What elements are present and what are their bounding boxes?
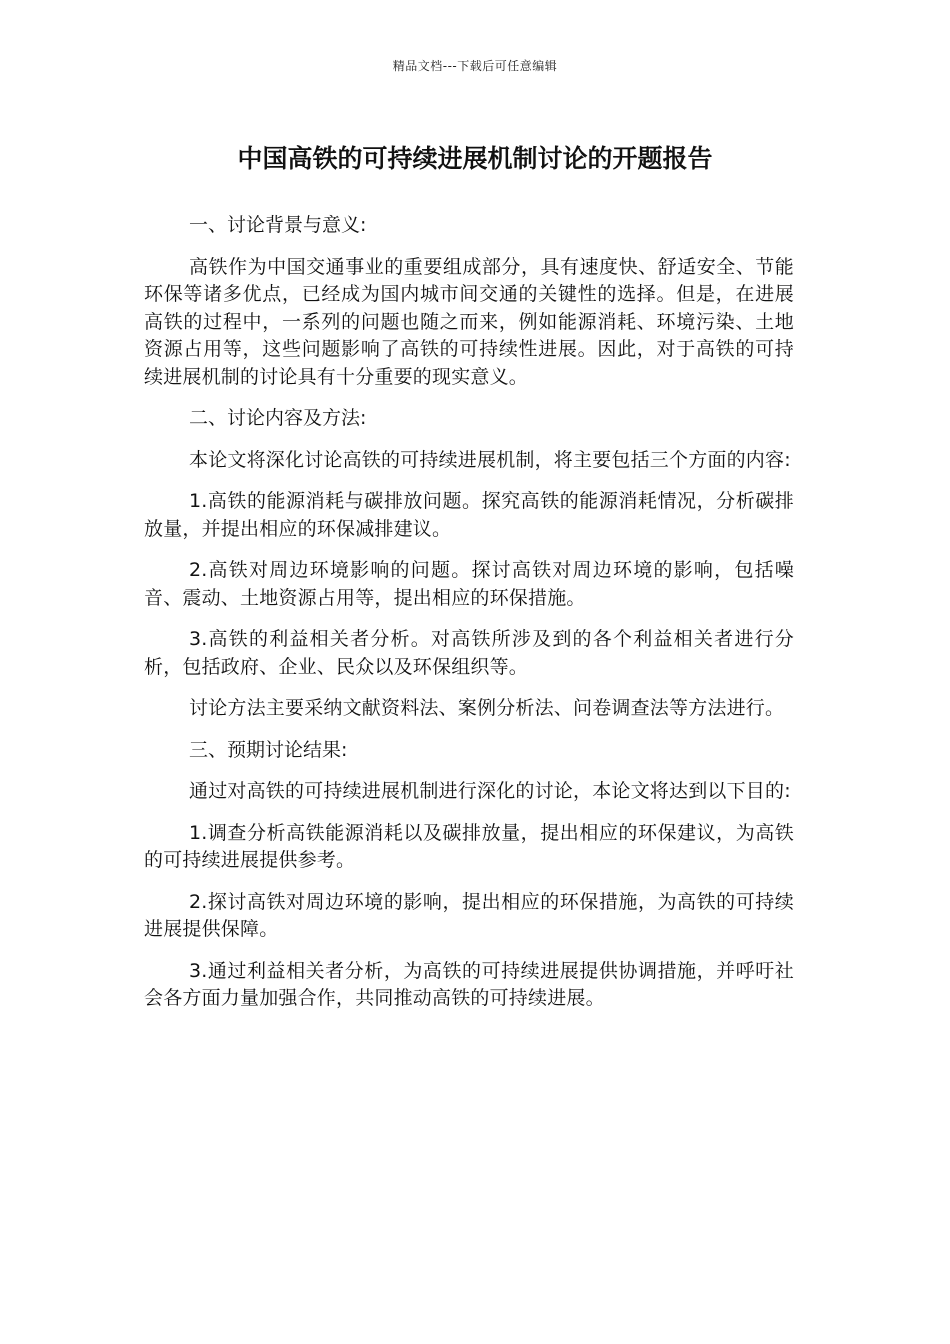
document-title: 中国高铁的可持续进展机制讨论的开题报告 <box>237 144 713 173</box>
list-item-stakeholders: 3.高铁的利益相关者分析。对高铁所涉及到的各个利益相关者进行分析，包括政府、企业、民众以及环保组织等。 <box>144 628 794 678</box>
list-item-result-energy: 1.调查分析高铁能源消耗以及碳排放量，提出相应的环保建议，为高铁的可持续进展提供参考。 <box>144 821 794 871</box>
header-note: 精品文档---下载后可任意编辑 <box>392 59 558 73</box>
paragraph-content-intro: 本论文将深化讨论高铁的可持续进展机制，将主要包括三个方面的内容: <box>189 448 791 471</box>
section-heading-expected-results: 三、预期讨论结果: <box>189 738 348 761</box>
paragraph-methods: 讨论方法主要采纳文献资料法、案例分析法、问卷调查法等方法进行。 <box>189 697 785 719</box>
paragraph-results-intro: 通过对高铁的可持续进展机制进行深化的讨论，本论文将达到以下目的: <box>189 780 791 802</box>
list-item-result-environment: 2.探讨高铁对周边环境的影响，提出相应的环保措施，为高铁的可持续进展提供保障。 <box>144 890 794 940</box>
list-item-energy: 1.高铁的能源消耗与碳排放问题。探究高铁的能源消耗情况，分析碳排放量，并提出相应的环保减排建议。 <box>144 490 794 540</box>
paragraph-background: 高铁作为中国交通事业的重要组成部分，具有速度快、舒适安全、节能环保等诸多优点，已经成为国内城市间交通的关键性的选择。但是，在进展高铁的过程中，一系列的问题也随之而来，例如能源消耗、环境污染、土地资源占用等，这些问题影响了高铁的可持续性进展。因此，对于高铁的可持续进展机制的讨论具有十分重要的现实意义。 <box>144 255 794 388</box>
list-item-result-stakeholders: 3.通过利益相关者分析，为高铁的可持续进展提供协调措施，并呼吁社会各方面力量加强合作，共同推动高铁的可持续进展。 <box>144 959 794 1009</box>
document-body <box>144 212 794 1027</box>
list-item-environment: 2.高铁对周边环境影响的问题。探讨高铁对周边环境的影响，包括噪音、震动、土地资源占用等，提出相应的环保措施。 <box>144 559 794 609</box>
section-heading-content-methods: 二、讨论内容及方法: <box>189 407 367 429</box>
section-heading-background: 一、讨论背景与意义: <box>189 214 367 236</box>
